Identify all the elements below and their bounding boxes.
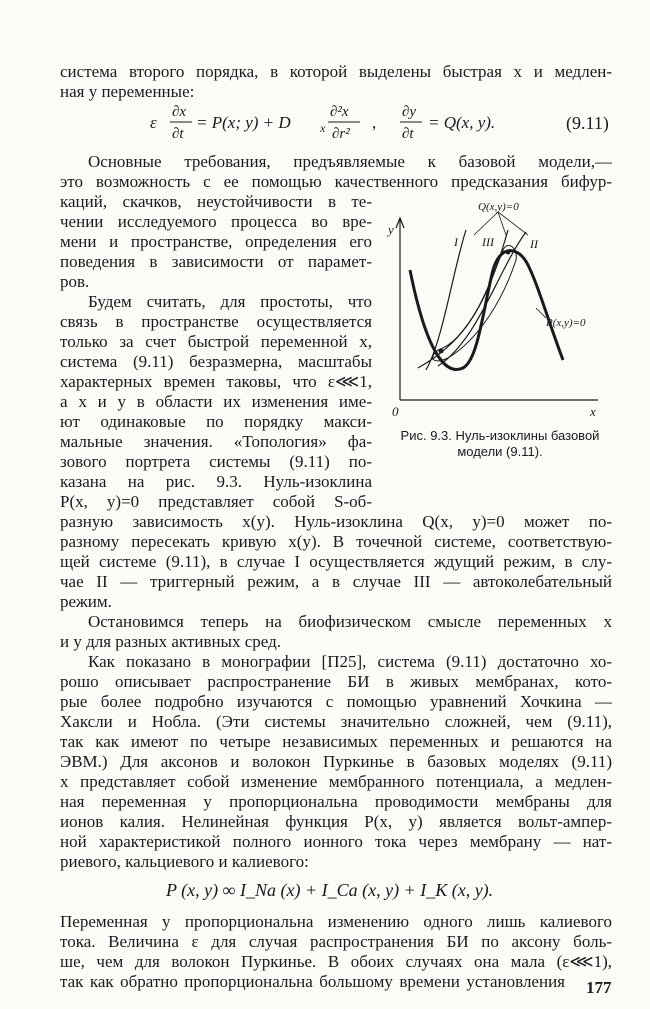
- text-line: разному пересекать кривую x(y). В точечной системе, соответствую-: [60, 532, 612, 551]
- text-line: и y для разных активных сред.: [60, 632, 281, 651]
- axis-x-label: x: [590, 404, 596, 419]
- eq-rhs: = Q(x, y).: [428, 113, 496, 132]
- page-number: 177: [586, 978, 612, 997]
- eq-sep: ,: [372, 113, 377, 132]
- eq-sub-x: x: [320, 121, 326, 135]
- text-line: режим.: [60, 592, 112, 611]
- p-nullcline-label: P(x,y)=0: [546, 317, 586, 329]
- text-line: мени и пространстве, определения его: [60, 232, 372, 251]
- text-line: P(x, y)=0 представляет собой S-об-: [60, 492, 372, 511]
- text-line: Как показано в монографии [П25], система (9.11) достаточно хо-: [88, 652, 612, 671]
- text-line: казана на рис. 9.3. Нуль-изоклина: [60, 472, 372, 491]
- text-line: мальные значения. «Топология» фа-: [60, 432, 372, 451]
- leader-line: [498, 212, 528, 235]
- text-line: щей системе (9.11), в случае I осуществляется ждущий режим, в слу-: [60, 552, 612, 571]
- eq-num2: ∂²x: [330, 104, 349, 120]
- text-line: x представляет собой изменение мембранного потенциала, а медлен-: [60, 772, 612, 791]
- text-line: ют одинаковые по порядку макси-: [60, 412, 372, 431]
- leader-line: [474, 212, 498, 235]
- equation-current: P (x, y) ∞ I_Na (x) + I_Ca (x, y) + I_K (x, y).: [166, 880, 494, 900]
- text-line: Основные требования, предъявляемые к базовой модели,—: [88, 152, 612, 171]
- figure-caption: [382, 428, 618, 460]
- equilibrium-point: [439, 349, 444, 354]
- equation-number: (9.11): [566, 113, 609, 133]
- text-line: система (9.11) безразмерна, масштабы: [60, 352, 372, 371]
- eq-epsilon: ε: [150, 113, 157, 132]
- text-line: ионов калия. Нелинейная функция P(x, y) является вольт-ампер-: [60, 812, 612, 831]
- q-nullcline-label: Q(x,y)=0: [478, 201, 519, 213]
- text-line: это возможность с ее помощью качественного предсказания бифур-: [60, 172, 612, 191]
- text-line: чении исследуемого процесса во вре-: [60, 212, 372, 231]
- text-line: ЭВМ.) Для аксонов и волокон Пуркинье в базовых моделях (9.11): [60, 752, 612, 771]
- limit-cycle: [433, 245, 516, 360]
- eq-num1: ∂x: [172, 104, 187, 120]
- eq-middle: = P(x; y) + D: [196, 113, 291, 132]
- eq-den1: ∂t: [172, 126, 184, 142]
- text-line: ной характеристикой полного ионного тока через мембрану — нат-: [60, 832, 612, 851]
- label-ii: II: [530, 237, 538, 251]
- text-line: Переменная y пропорциональна изменению одного лишь калиевого: [60, 912, 612, 931]
- text-line: ная y переменные:: [60, 82, 195, 101]
- label-iii: III: [482, 235, 494, 249]
- text-line: ная переменная y пропорциональна проводимости мембраны для: [60, 792, 612, 811]
- axis-y-label: y: [388, 222, 394, 237]
- text-line: Будем считать, для простоты, что: [88, 292, 372, 311]
- text-line: так как обратно пропорциональна большому времени установления: [60, 972, 565, 991]
- equilibrium-point: [506, 250, 511, 255]
- text-line: риевого, кальциевого и калиевого:: [60, 852, 309, 871]
- equation-911: [150, 98, 550, 144]
- text-line: зового портрета системы (9.11) по-: [60, 452, 372, 471]
- text-line: а x и y в области их изменения име-: [60, 392, 372, 411]
- caption-line: модели (9.11).: [457, 444, 543, 459]
- text-line: только за счет быстрой переменной x,: [60, 332, 372, 351]
- eq-den2: ∂r²: [332, 126, 350, 142]
- text-line: ше, чем для волокон Пуркинье. В обоих случаях она мала (ε⋘1),: [60, 952, 612, 971]
- eq-den3: ∂t: [402, 126, 414, 142]
- text-line: так как имеют по четыре независимых переменных и решаются на: [60, 732, 612, 751]
- origin-label: 0: [392, 404, 399, 419]
- text-line: поведения в зависимости от парамет-: [60, 252, 372, 271]
- text-line: рошо описывает распространение БИ в живых мембранах, кото-: [60, 672, 612, 691]
- text-line: рые более подробно изучаются с помощью уравнений Хочкина —: [60, 692, 612, 711]
- caption-line: Рис. 9.3. Нуль-изоклины базовой: [400, 428, 600, 443]
- text-line: система второго порядка, в которой выделены быстрая x и медлен-: [60, 62, 612, 81]
- text-line: тока. Величина ε для случая распространения БИ по аксону боль-: [60, 932, 612, 951]
- p-nullcline: [410, 251, 563, 370]
- eq-num3: ∂y: [402, 104, 417, 120]
- text-line: разную зависимость x(y). Нуль-изоклина Q(x, y)=0 может по-: [60, 512, 612, 531]
- figure-nullclines: [378, 190, 618, 430]
- text-line: каций, скачков, неустойчивости в те-: [60, 192, 372, 211]
- label-i: I: [454, 235, 458, 249]
- text-line: Хаксли и Нобла. (Эти системы значительно сложней, чем (9.11),: [60, 712, 612, 731]
- text-line: ров.: [60, 272, 90, 291]
- text-line: чае II — триггерный режим, а в случае III — автоколебательный: [60, 572, 612, 591]
- text-line: характерных времен таковы, что ε⋘1,: [60, 372, 372, 391]
- text-line: связь в пространстве осуществляется: [60, 312, 372, 331]
- text-line: Остановимся теперь на биофизическом смысле переменных x: [88, 612, 612, 631]
